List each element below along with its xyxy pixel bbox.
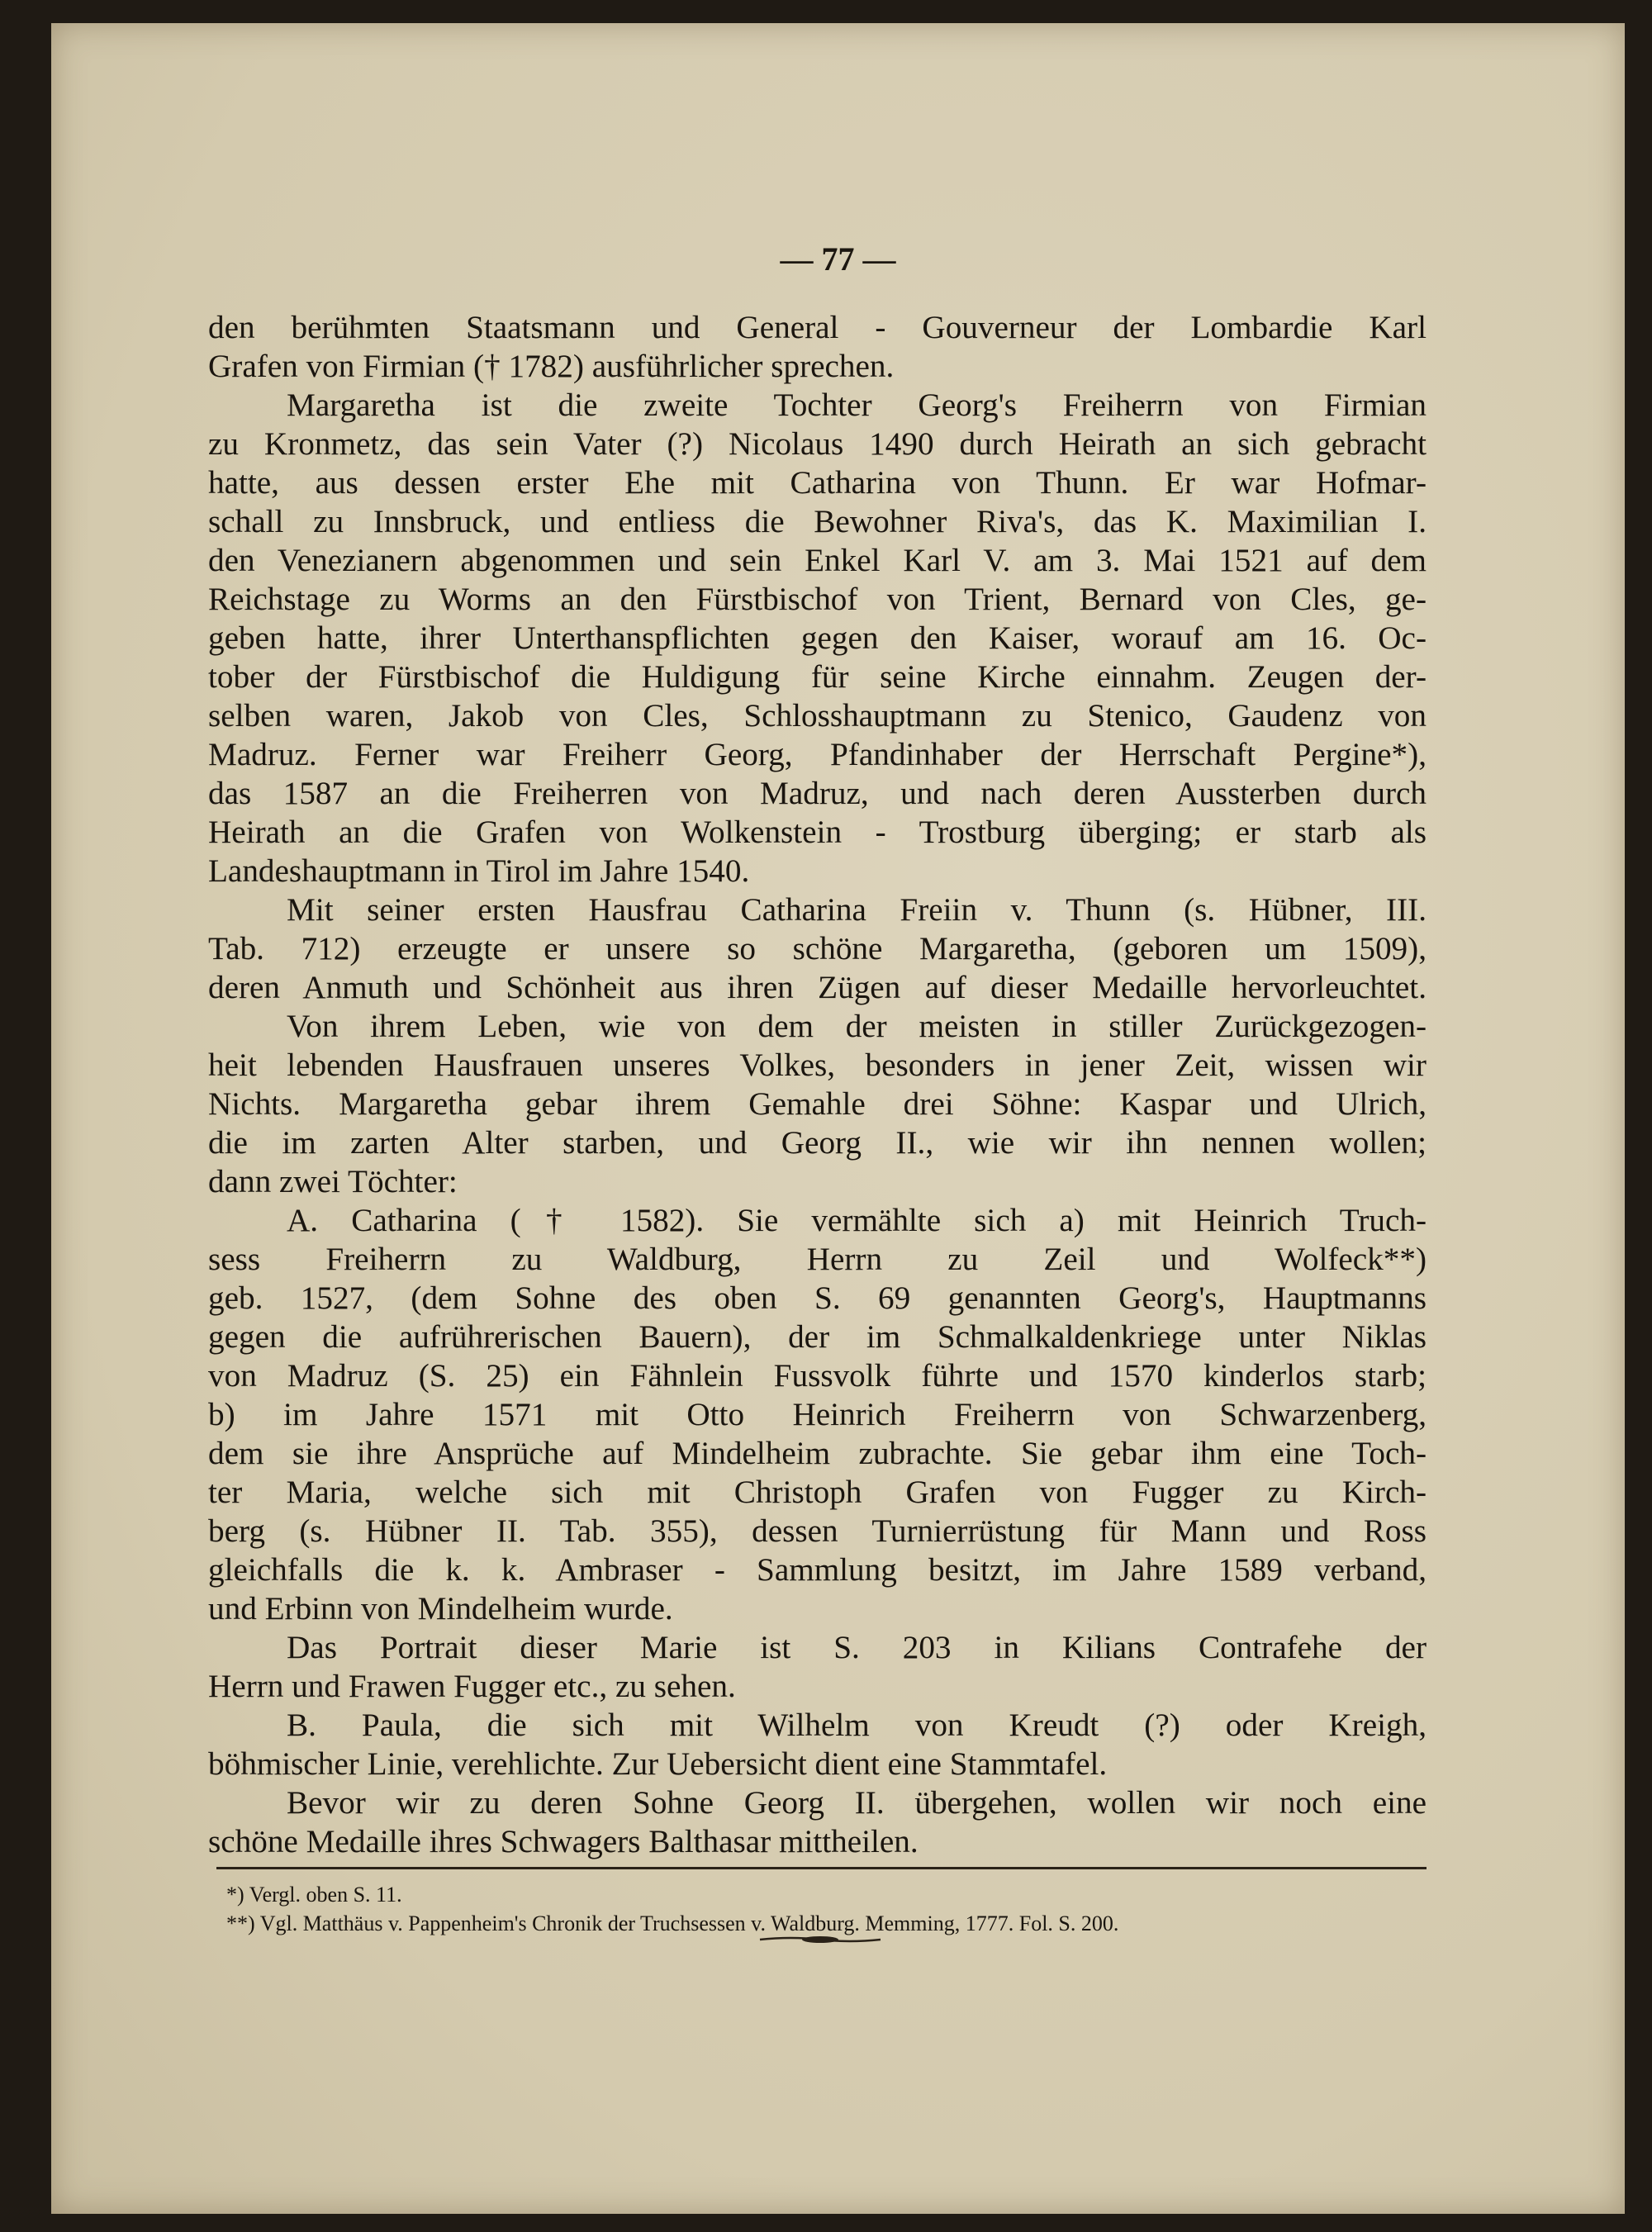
- text-line: gleichfalls die k. k. Ambraser - Sammlung besitzt, im Jahre 1589 verband,: [208, 1552, 1427, 1588]
- text-line: A. Catharina († 1582). Sie vermählte sich a) mit Heinrich Truch-: [287, 1203, 1427, 1238]
- text-line: Von ihrem Leben, wie von dem der meisten in stiller Zurückgezogen-: [287, 1009, 1427, 1044]
- text-line: geben hatte, ihrer Unterthanspflichten gegen den Kaiser, worauf am 16. Oc-: [208, 620, 1427, 656]
- text-line: die im zarten Alter starben, und Georg II., wie wir ihn nennen wollen;: [208, 1125, 1427, 1161]
- text-line: gegen die aufrührerischen Bauern), der im Schmalkaldenkriege unter Niklas: [208, 1319, 1427, 1355]
- text-line: Landeshauptmann in Tirol im Jahre 1540.: [208, 853, 750, 889]
- text-line: geb. 1527, (dem Sohne des oben S. 69 genannten Georg's, Hauptmanns: [208, 1280, 1427, 1316]
- text-line: Tab. 712) erzeugte er unsere so schöne Margaretha, (geboren um 1509),: [208, 931, 1427, 966]
- book-page: [51, 23, 1625, 2214]
- body-text: [208, 308, 1427, 1861]
- text-line: den berühmten Staatsmann und General - Gouverneur der Lombardie Karl: [208, 310, 1427, 345]
- text-line: heit lebenden Hausfrauen unseres Volkes, besonders in jener Zeit, wissen wir: [208, 1047, 1427, 1083]
- ornament-divider: [758, 1931, 882, 1948]
- text-line: das 1587 an die Freiherren von Madruz, und nach deren Aussterben durch: [208, 776, 1427, 811]
- text-line: Mit seiner ersten Hausfrau Catharina Freiin v. Thunn (s. Hübner, III.: [287, 892, 1427, 928]
- footnote: *) Vergl. oben S. 11.: [226, 1883, 402, 1907]
- text-line: Herrn und Frawen Fugger etc., zu sehen.: [208, 1669, 736, 1704]
- text-line: hatte, aus dessen erster Ehe mit Catharina von Thunn. Er war Hofmar-: [208, 465, 1427, 501]
- text-line: und Erbinn von Mindelheim wurde.: [208, 1591, 673, 1627]
- text-line: dann zwei Töchter:: [208, 1164, 458, 1199]
- footnote: **) Vgl. Matthäus v. Pappenheim's Chronik der Truchsessen v. Waldburg. Memming, 1777. Fol. S. 200.: [226, 1911, 1119, 1935]
- text-line: selben waren, Jakob von Cles, Schlosshauptmann zu Stenico, Gaudenz von: [208, 698, 1427, 734]
- text-line: Nichts. Margaretha gebar ihrem Gemahle drei Söhne: Kaspar und Ulrich,: [208, 1086, 1427, 1122]
- footnote-divider: [216, 1867, 1427, 1869]
- text-line: den Venezianern abgenommen und sein Enkel Karl V. am 3. Mai 1521 auf dem: [208, 543, 1427, 578]
- footnotes: [226, 1880, 1424, 1938]
- page-number: — 77 —: [780, 240, 896, 278]
- text-line: b) im Jahre 1571 mit Otto Heinrich Freiherrn von Schwarzenberg,: [208, 1397, 1427, 1432]
- text-line: sess Freiherrn zu Waldburg, Herrn zu Zeil und Wolfeck**): [208, 1242, 1427, 1277]
- text-line: Das Portrait dieser Marie ist S. 203 in Kilians Contrafehe der: [287, 1630, 1427, 1665]
- text-line: von Madruz (S. 25) ein Fähnlein Fussvolk führte und 1570 kinderlos starb;: [208, 1358, 1427, 1394]
- text-line: B. Paula, die sich mit Wilhelm von Kreudt (?) oder Kreigh,: [287, 1707, 1427, 1743]
- text-line: zu Kronmetz, das sein Vater (?) Nicolaus 1490 durch Heirath an sich gebracht: [208, 426, 1427, 462]
- text-line: deren Anmuth und Schönheit aus ihren Zügen auf dieser Medaille hervorleuchtet.: [208, 970, 1427, 1005]
- text-line: tober der Fürstbischof die Huldigung für seine Kirche einnahm. Zeugen der-: [208, 659, 1427, 695]
- text-line: dem sie ihre Ansprüche auf Mindelheim zubrachte. Sie gebar ihm eine Toch-: [208, 1436, 1427, 1471]
- text-line: schöne Medaille ihres Schwagers Balthasar mittheilen.: [208, 1824, 919, 1859]
- text-line: Bevor wir zu deren Sohne Georg II. übergehen, wollen wir noch eine: [287, 1785, 1427, 1821]
- text-line: Margaretha ist die zweite Tochter Georg's Freiherrn von Firmian: [287, 387, 1427, 423]
- text-line: schall zu Innsbruck, und entliess die Bewohner Riva's, das K. Maximilian I.: [208, 504, 1427, 539]
- text-line: Madruz. Ferner war Freiherr Georg, Pfandinhaber der Herrschaft Pergine*),: [208, 737, 1427, 772]
- text-line: Heirath an die Grafen von Wolkenstein - Trostburg überging; er starb als: [208, 814, 1427, 850]
- text-line: Grafen von Firmian († 1782) ausführlicher sprechen.: [208, 349, 895, 384]
- text-line: ter Maria, welche sich mit Christoph Grafen von Fugger zu Kirch-: [208, 1475, 1427, 1510]
- text-line: Reichstage zu Worms an den Fürstbischof von Trient, Bernard von Cles, ge-: [208, 582, 1427, 617]
- text-line: berg (s. Hübner II. Tab. 355), dessen Turnierrüstung für Mann und Ross: [208, 1513, 1427, 1549]
- text-line: böhmischer Linie, verehlichte. Zur Uebersicht dient eine Stammtafel.: [208, 1746, 1108, 1782]
